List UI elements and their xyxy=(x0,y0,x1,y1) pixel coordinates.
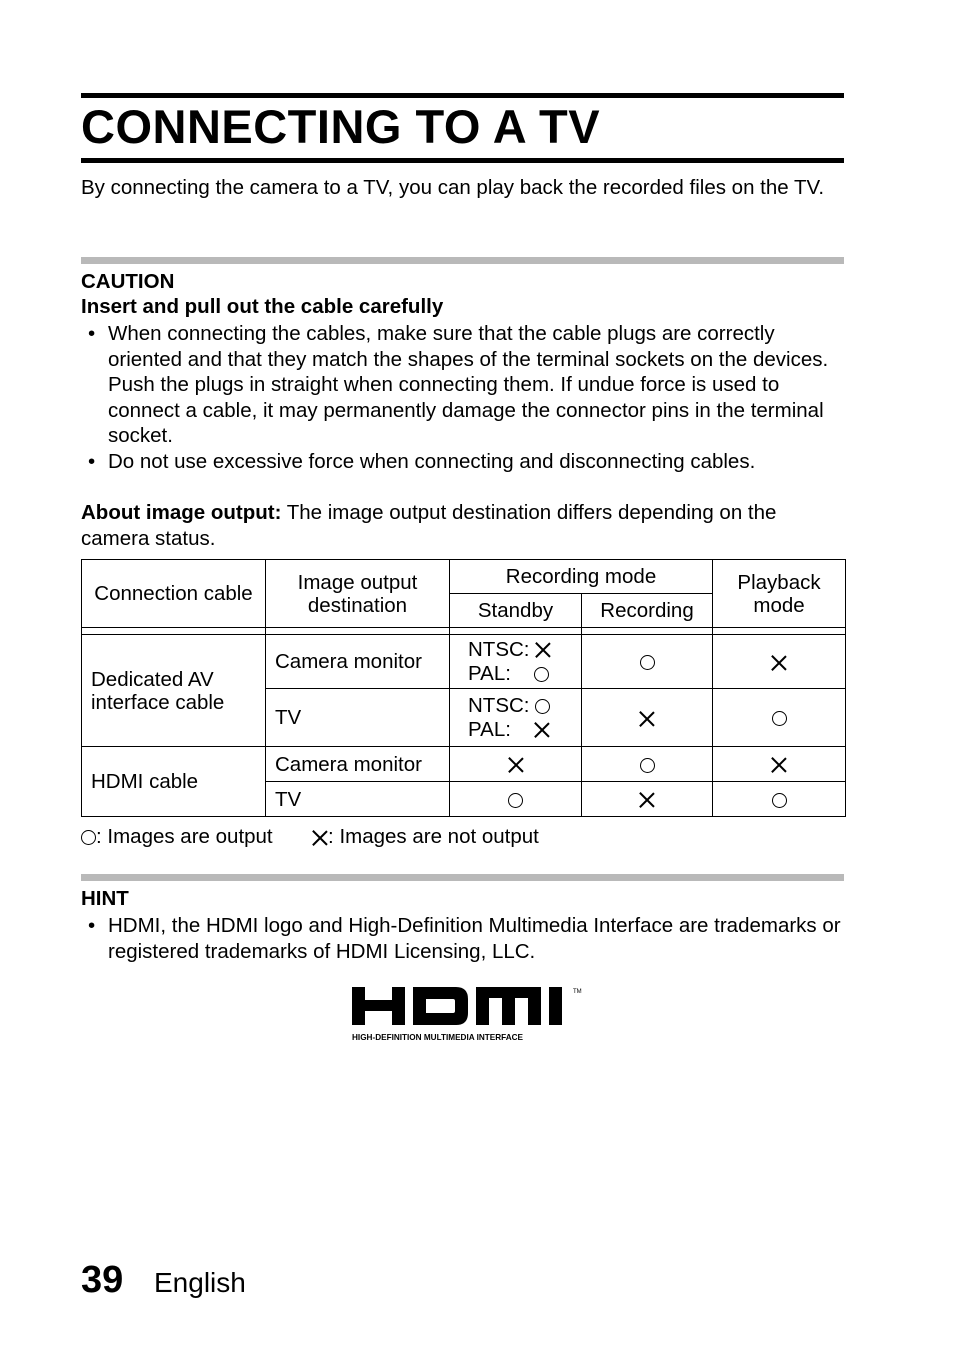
cell-standby xyxy=(450,689,582,747)
about-label: About image output: xyxy=(81,501,282,524)
cell-standby xyxy=(450,635,582,689)
legend-output: : Images are output xyxy=(96,825,273,848)
not-output-icon xyxy=(639,711,655,727)
cell-cable-hdmi: HDMI cable xyxy=(82,747,266,817)
page-language: English xyxy=(154,1267,246,1298)
not-output-icon xyxy=(535,642,551,658)
ntsc-label: NTSC: xyxy=(468,637,530,661)
cell-destination: Camera monitor xyxy=(266,747,450,782)
about-paragraph xyxy=(81,500,846,551)
not-output-icon xyxy=(508,757,524,773)
page-number: 39 xyxy=(81,1259,124,1301)
cell-recording xyxy=(582,782,713,817)
caution-list xyxy=(81,321,846,474)
logo-tm: TM xyxy=(573,989,582,995)
output-icon xyxy=(772,711,787,726)
cell-playback xyxy=(713,747,846,782)
cell-recording xyxy=(582,747,713,782)
hint-rule xyxy=(81,874,844,881)
hdmi-logo xyxy=(350,985,590,1045)
output-icon xyxy=(772,793,787,808)
table-row xyxy=(82,747,846,782)
list-item xyxy=(81,913,846,964)
caution-rule xyxy=(81,257,844,264)
intro-paragraph: By connecting the camera to a TV, you can play back the recorded files on the TV. xyxy=(81,176,825,199)
title-bottom-rule xyxy=(81,158,844,163)
output-icon xyxy=(640,655,655,670)
header-standby: Standby xyxy=(450,594,582,628)
output-icon xyxy=(535,699,550,714)
image-output-table xyxy=(81,559,846,817)
header-image-output-destination: Image output destination xyxy=(266,560,450,628)
caution-bullet-2: Do not use excessive force when connecting and disconnecting cables. xyxy=(108,449,756,473)
cell-destination: TV xyxy=(266,782,450,817)
caution-subheading: Insert and pull out the cable carefully xyxy=(81,295,444,318)
output-icon xyxy=(640,758,655,773)
cell-destination: Camera monitor xyxy=(266,635,450,689)
cell-standby xyxy=(450,782,582,817)
not-output-icon xyxy=(639,792,655,808)
logo-tagline: HIGH-DEFINITION MULTIMEDIA INTERFACE xyxy=(352,1033,524,1042)
bullet-icon: • xyxy=(88,322,96,345)
header-recording: Recording xyxy=(582,594,713,628)
page-title: CONNECTING TO A TV xyxy=(81,100,601,153)
pal-label: PAL: xyxy=(468,717,511,741)
not-output-icon xyxy=(771,655,787,671)
caution-heading: CAUTION xyxy=(81,270,175,293)
output-icon xyxy=(508,793,523,808)
bullet-icon: • xyxy=(88,449,96,473)
cell-recording xyxy=(582,635,713,689)
cell-playback xyxy=(713,689,846,747)
cell-standby xyxy=(450,747,582,782)
cell-cable-av: Dedicated AV interface cable xyxy=(82,635,266,747)
cell-destination: TV xyxy=(266,689,450,747)
list-item xyxy=(81,449,846,475)
title-top-rule xyxy=(81,93,844,98)
hint-bullet-1: HDMI, the HDMI logo and High-Definition Multimedia Interface are trademarks or registered trademarks of HDMI Licensing, LLC. xyxy=(108,914,841,963)
not-output-icon xyxy=(771,757,787,773)
cell-recording xyxy=(582,689,713,747)
ntsc-label: NTSC: xyxy=(468,693,530,717)
output-icon xyxy=(534,667,549,682)
hint-heading: HINT xyxy=(81,887,129,910)
pal-label: PAL: xyxy=(468,661,511,685)
header-playback-mode: Playback mode xyxy=(713,560,846,628)
bullet-icon: • xyxy=(88,914,96,937)
caution-bullet-1: When connecting the cables, make sure that the cable plugs are correctly oriented and that they match the shapes of the terminal sockets on the devices. Push the plugs in straight when connecting them. If undue force is used to connect a cable, it may permanently damage the connector pins in the terminal socket. xyxy=(108,322,829,447)
hint-list xyxy=(81,913,846,964)
list-item xyxy=(81,321,846,449)
not-output-icon xyxy=(312,830,328,846)
header-connection-cable: Connection cable xyxy=(82,560,266,628)
table-legend xyxy=(81,824,539,849)
cell-playback xyxy=(713,782,846,817)
output-icon xyxy=(81,830,96,845)
table-row xyxy=(82,635,846,689)
about-text: The image output destination differs depending on the camera status. xyxy=(81,501,777,550)
cell-playback xyxy=(713,635,846,689)
header-recording-mode: Recording mode xyxy=(450,560,713,594)
not-output-icon xyxy=(534,722,550,738)
legend-not-output: : Images are not output xyxy=(328,825,539,848)
